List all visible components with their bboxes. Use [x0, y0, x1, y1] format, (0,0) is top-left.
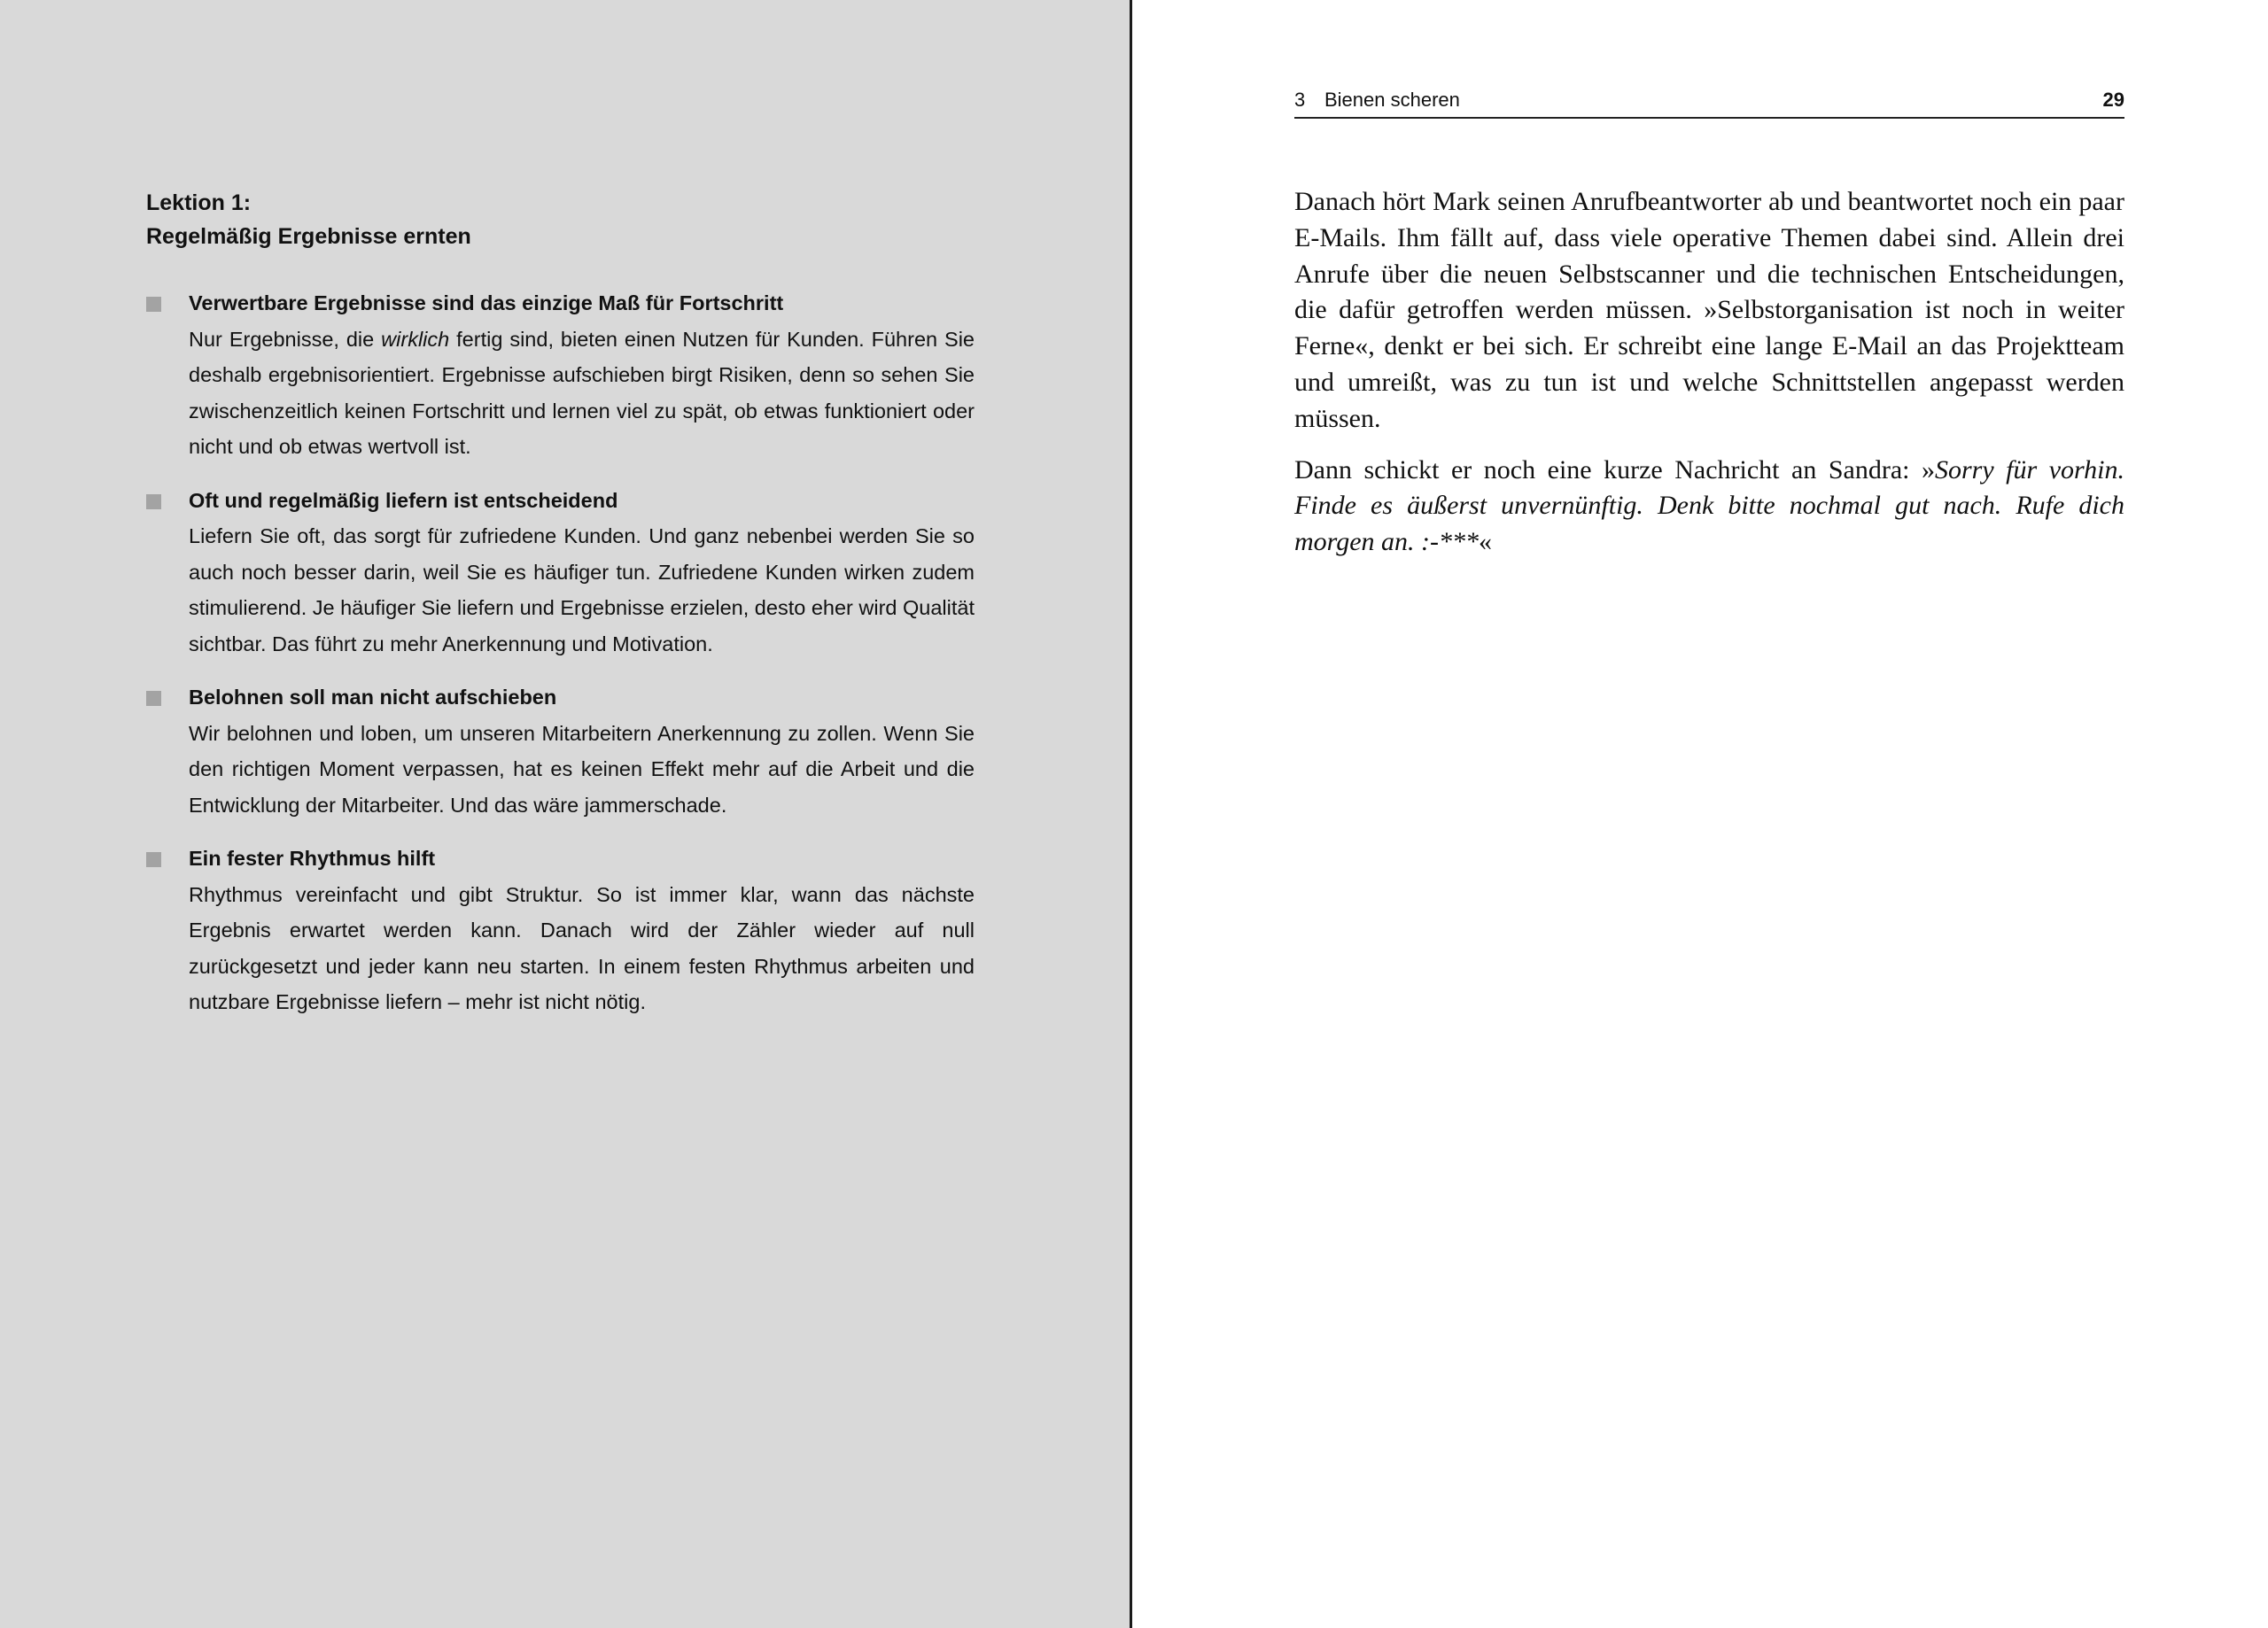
square-bullet-icon [146, 852, 161, 867]
right-page [1135, 0, 2268, 1628]
chapter-title: Bienen scheren [1324, 89, 1460, 111]
square-bullet-icon [146, 691, 161, 706]
list-item [146, 483, 975, 663]
list-item-body: Wir belohnen und loben, um unseren Mitarbeitern Anerkennung zu zollen. Wenn Sie den richtigen Moment verpassen, hat es keinen Effekt mehr auf die Arbeit und die Entwicklung der Mitarbeiter. Und das wäre jammerschade. [189, 721, 975, 817]
list-item-emphasis: wirklich [381, 327, 450, 351]
paragraph: Danach hört Mark seinen Anrufbeantworter ab und beantwortet noch ein paar E-Mails. Ihm fällt auf, dass viele operative Themen dabei sind. Allein drei Anrufe über die neuen Selbstscanner und die technischen Entscheidungen, die dafür getroffen werden müssen. »Selbstorganisation ist noch in weiter Ferne«, denkt er bei sich. Er schreibt eine lange E-Mail an das Projektteam und umreißt, was zu tun ist und welche Schnittstellen angepasst werden müssen. [1294, 187, 2124, 433]
list-item-title: Verwertbare Ergebnisse sind das einzige Maß für Fortschritt [189, 291, 784, 314]
lesson-list [146, 285, 975, 1038]
list-item-body-text: fertig sind, bieten einen Nutzen für Kunden. Führen Sie deshalb ergebnisorientiert. Ergebnisse aufschieben birgt Risiken, denn so sehen Sie zwischenzeitlich keinen Fortschritt und lernen viel zu spät, ob etwas funktioniert oder nicht und ob etwas wertvoll ist. [189, 327, 975, 458]
list-item-body: Rhythmus vereinfacht und gibt Struktur. So ist immer klar, wann das nächste Ergebnis erwartet werden kann. Danach wird der Zähler wieder auf null zurückgesetzt und jeder kann neu starten. In einem festen Rhythmus arbeiten und nutzbare Ergebnisse liefern – mehr ist nicht nötig. [189, 882, 975, 1013]
square-bullet-icon [146, 297, 161, 312]
list-item [146, 285, 975, 465]
paragraph-lead: Dann schickt er noch eine kurze Nachricht an Sandra: » [1294, 454, 1935, 485]
lesson-heading [146, 186, 979, 253]
list-item-body-text: Nur Ergebnisse, die [189, 327, 382, 351]
quoted-message: Sorry für vorhin. Finde es äußerst unvernünftig. Denk bitte nochmal gut nach. Rufe dich morgen an. :-*** [1294, 454, 2124, 557]
list-item-title: Ein fester Rhythmus hilft [189, 847, 436, 870]
list-item [146, 841, 975, 1020]
running-header [1294, 87, 2124, 119]
page-number: 29 [2102, 89, 2124, 111]
square-bullet-icon [146, 494, 161, 509]
list-item-body [189, 322, 975, 465]
lesson-title: Regelmäßig Ergebnisse ernten [146, 224, 471, 249]
list-item-title: Belohnen soll man nicht aufschieben [189, 686, 557, 709]
closing-quote: « [1479, 527, 1493, 557]
lesson-label: Lektion 1: [146, 190, 252, 215]
list-item [146, 679, 975, 823]
body-text [1294, 184, 2124, 576]
paragraph [1294, 453, 2124, 561]
list-item-body: Liefern Sie oft, das sorgt für zufriedene Kunden. Und ganz nebenbei werden Sie so auch noch besser darin, weil Sie es häufiger tun. Zufriedene Kunden wirken zudem stimulierend. Je häufiger Sie liefern und Ergebnisse erzielen, desto eher wird Qualität sichtbar. Das führt zu mehr Anerkennung und Motivation. [189, 524, 975, 655]
chapter-number: 3 [1294, 89, 1306, 111]
left-page-lesson-box [0, 0, 1132, 1628]
list-item-title: Oft und regelmäßig liefern ist entscheidend [189, 488, 618, 512]
